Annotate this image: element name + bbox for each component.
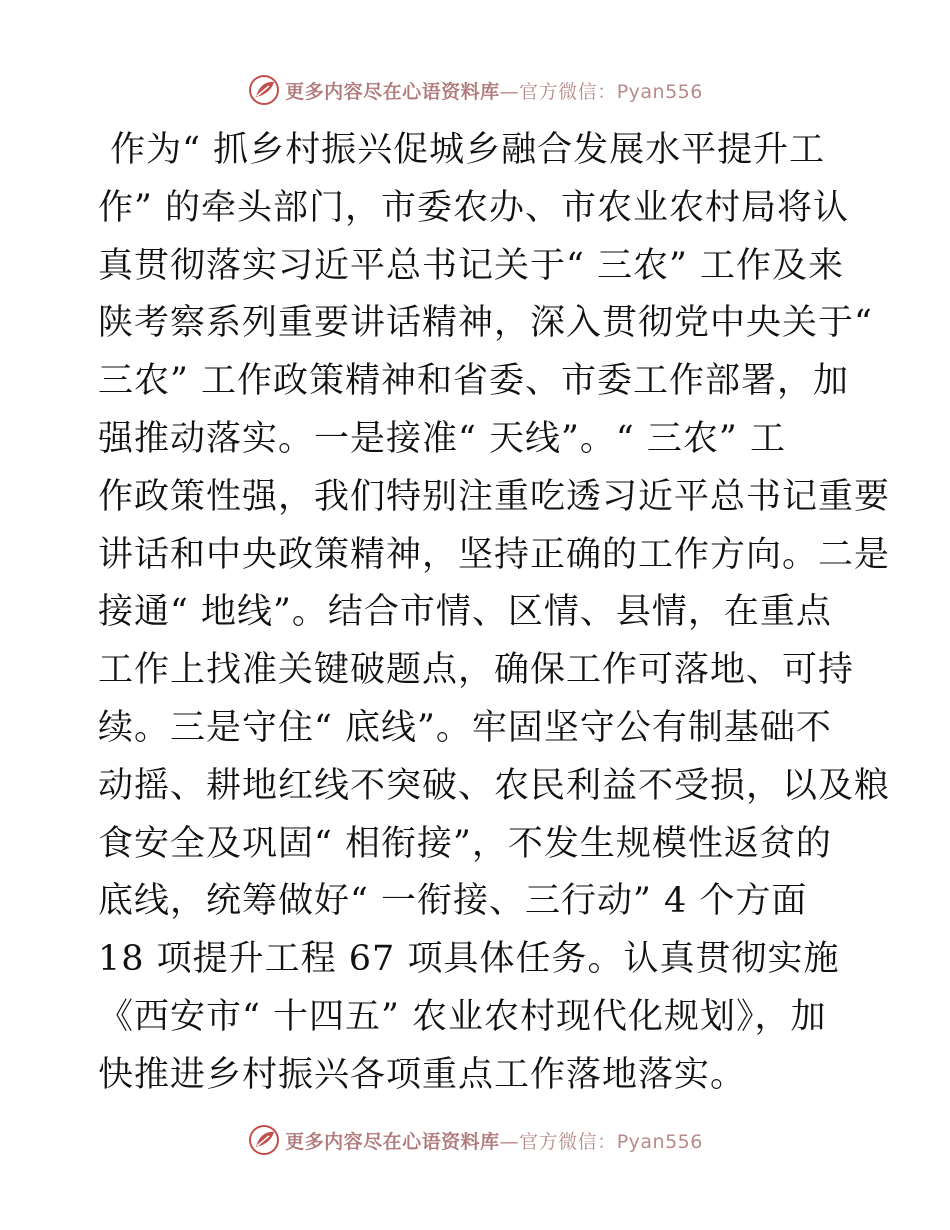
text-line: 强推动落实。一是接准“ 天线”。“ 三农” 工: [98, 418, 786, 459]
watermark-contact-id: Pyan556: [616, 80, 703, 103]
text-line: 真贯彻落实习近平总书记关于“ 三农” 工作及来: [98, 245, 845, 286]
watermark-site-text: 更多内容尽在心语资料库: [285, 80, 500, 103]
text-line: 作为“ 抓乡村振兴促城乡融合发展水平提升工: [98, 130, 826, 170]
watermark-separator: —: [499, 80, 520, 103]
watermark-text: [285, 1127, 703, 1154]
red-leaf-seal-icon: [247, 1123, 281, 1157]
header-watermark: [0, 70, 950, 110]
text-line: 陕考察系列重要讲话精神，深入贯彻党中央关于“: [98, 303, 873, 344]
watermark-contact-label: 官方微信：: [519, 80, 617, 103]
text-line: 快推进乡村振兴各项重点工作落地落实。: [98, 1054, 747, 1095]
text-line: 讲话和中央政策精神，坚持正确的工作方向。二是: [98, 534, 891, 575]
text-line: 三农” 工作政策精神和省委、市委工作部署，加: [98, 361, 850, 402]
footer-watermark: [0, 1120, 950, 1160]
text-line: 作” 的牵头部门，市委农办、市农业农村局将认: [98, 187, 850, 228]
text-line: 接通“ 地线”。结合市情、区情、县情，在重点: [98, 592, 832, 633]
watermark-contact-id: Pyan556: [616, 1130, 703, 1153]
text-line: 作政策性强，我们特别注重吃透习近平总书记重要: [98, 476, 891, 517]
text-line: 续。三是守住“ 底线”。牢固坚守公有制基础不: [98, 707, 832, 748]
watermark-site-text: 更多内容尽在心语资料库: [285, 1130, 500, 1153]
red-leaf-seal-icon: [247, 73, 281, 107]
text-line: 食安全及巩固“ 相衔接”，不发生规模性返贫的: [98, 823, 832, 864]
text-line: 18 项提升工程 67 项具体任务。认真贯彻实施: [98, 939, 840, 980]
text-line: 《西安市“ 十四五” 农业农村现代化规划》，加: [98, 996, 827, 1037]
watermark-separator: —: [499, 1130, 520, 1153]
text-line: 底线，统筹做好“ 一衔接、三行动” 4 个方面: [98, 881, 808, 922]
watermark-text: [285, 77, 703, 104]
text-line: 工作上找准关键破题点，确保工作可落地、可持: [98, 650, 855, 691]
text-line: 动摇、耕地红线不突破、农民利益不受损，以及粮: [98, 765, 891, 806]
document-body: [98, 122, 891, 1105]
watermark-contact-label: 官方微信：: [519, 1130, 617, 1153]
